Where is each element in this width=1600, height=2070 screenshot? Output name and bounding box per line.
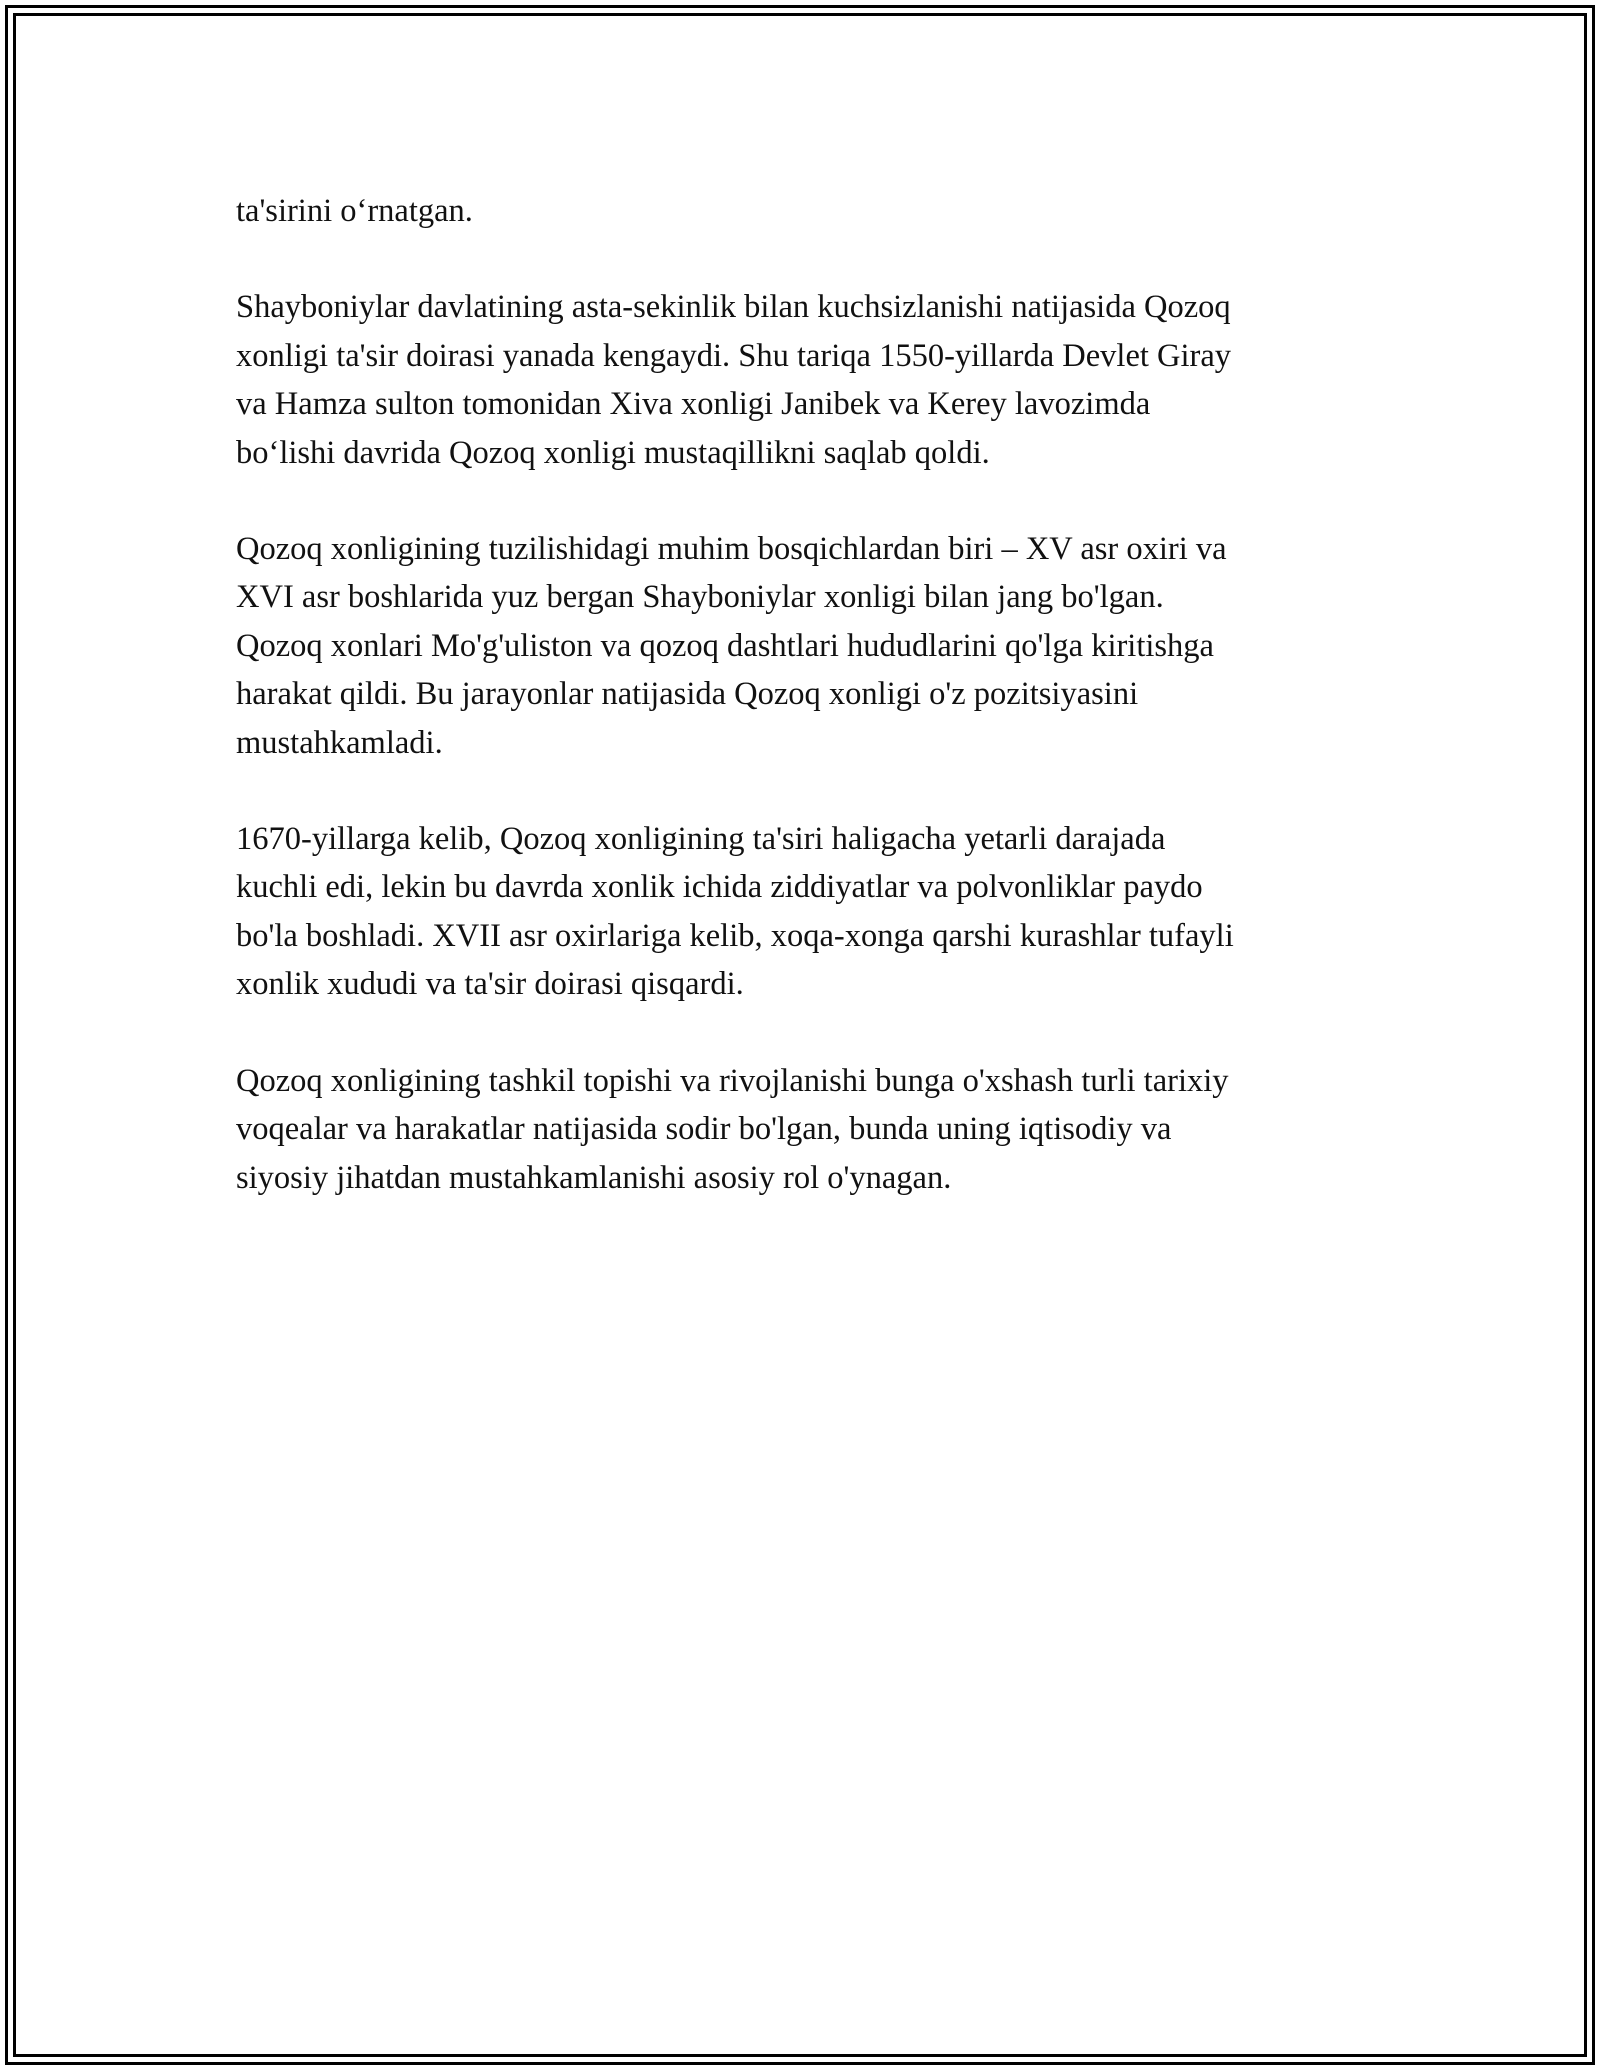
paragraph-4: 1670-yillarga kelib, Qozoq xonligining ta'siri haligacha yetarli darajada kuchli edi, lekin bu davrda xonlik ichida ziddiyatlar va polvonliklar paydo bo'la boshladi. XVII asr oxirlariga kelib, xoqa-xonga qarshi kurashlar tufayli xonlik xududi va ta'sir doirasi qisqardi.	[236, 821, 1234, 1003]
paragraph-5: Qozoq xonligining tashkil topishi va rivojlanishi bunga o'xshash turli tarixiy voqealar va harakatlar natijasida sodir bo'lgan, bunda uning iqtisodiy va siyosiy jihatdan mustahkamlanishi asosiy rol o'ynagan.	[236, 1062, 1229, 1196]
document-body	[236, 187, 1366, 1250]
paragraph-1: ta'sirini o‘rnatgan.	[236, 193, 473, 229]
paragraph-2: Shayboniylar davlatining asta-sekinlik bilan kuchsizlanishi natijasida Qozoq xonligi ta'sir doirasi yanada kengaydi. Shu tariqa 1550-yillarda Devlet Giray va Hamza sulton tomonidan Xiva xonligi Janibek va Kerey lavozimda bo‘lishi davrida Qozoq xonligi mustaqillikni saqlab qoldi.	[236, 289, 1232, 471]
paragraph-3: Qozoq xonligining tuzilishidagi muhim bosqichlardan biri – XV asr oxiri va XVI asr boshlarida yuz bergan Shayboniylar xonligi bilan jang bo'lgan. Qozoq xonlari Mo'g'uliston va qozoq dashtlari hududlarini qo'lga kiritishga harakat qildi. Bu jarayonlar natijasida Qozoq xonligi o'z pozitsiyasini mustahkamladi.	[236, 531, 1227, 761]
